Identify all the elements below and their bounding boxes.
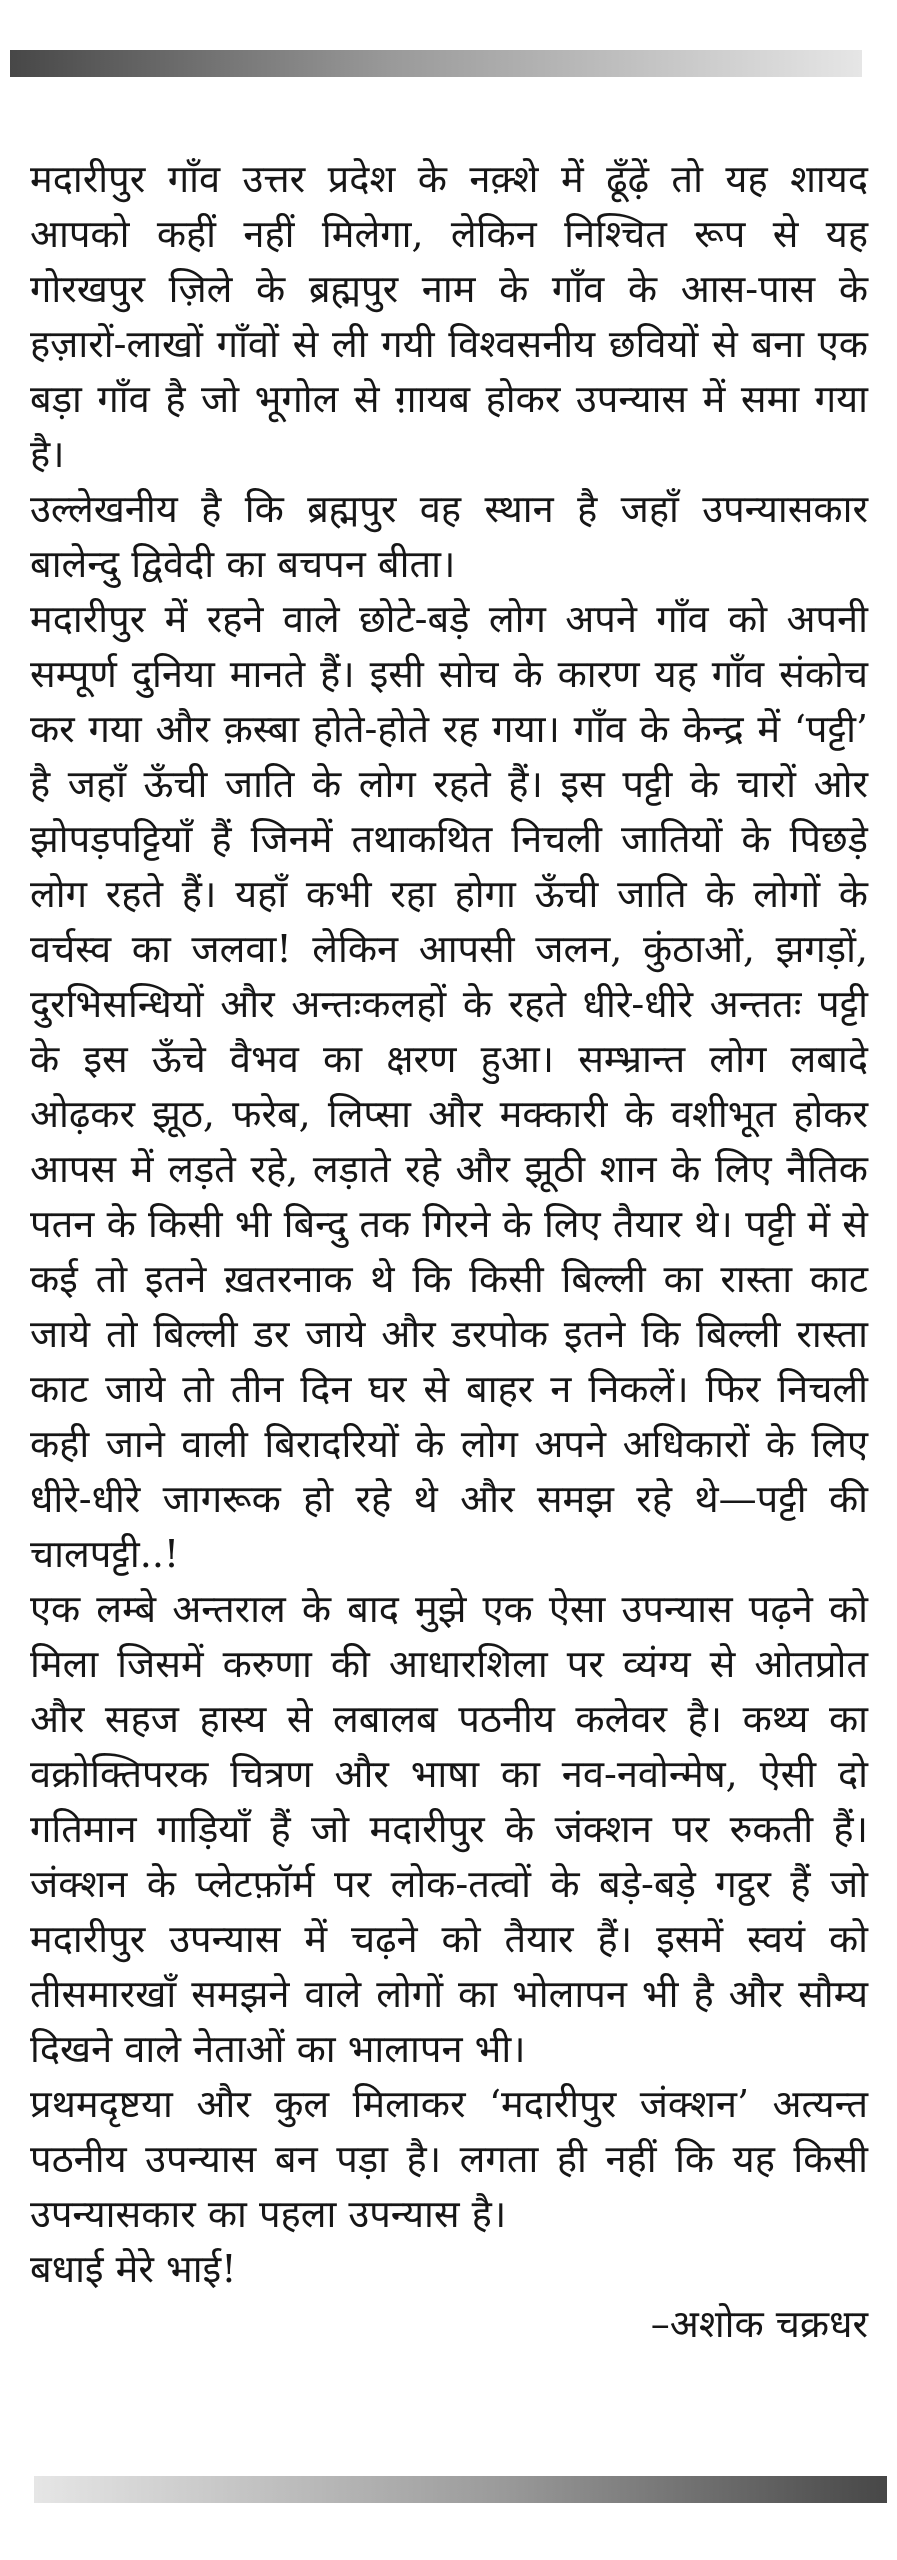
- paragraph-brahmpur-note: उल्लेखनीय है कि ब्रह्मपुर वह स्थान है जहाँ उपन्यासकार बालेन्दु द्विवेदी का बचपन बीता।: [30, 487, 868, 586]
- paragraph-intro-village: मदारीपुर गाँव उत्तर प्रदेश के नक़्शे में ढूँढ़ें तो यह शायद आपको कहीं नहीं मिलेगा, लेकिन निश्चित रूप से यह गोरखपुर ज़िले के ब्रह्मपुर नाम के गाँव के आस-पास के हज़ारों-लाखों गाँवों से ली गयी विश्वसनीय छवियों से बना एक बड़ा गाँव है जो भूगोल से ग़ायब होकर उपन्यास में समा गया है।: [30, 157, 868, 476]
- bottom-decorative-bar: [34, 2476, 887, 2503]
- paragraph-congratulation: बधाई मेरे भाई!: [30, 2247, 237, 2291]
- body-text: [30, 152, 868, 2352]
- paragraph-patti-description: मदारीपुर में रहने वाले छोटे-बड़े लोग अपने गाँव को अपनी सम्पूर्ण दुनिया मानते हैं। इसी सोच के कारण यह गाँव संकोच कर गया और क़स्बा होते-होते रह गया। गाँव के केन्द्र में ‘पट्टी’ है जहाँ ऊँची जाति के लोग रहते हैं। इस पट्टी के चारों ओर झोपड़पट्टियाँ हैं जिनमें तथाकथित निचली जातियों के पिछड़े लोग रहते हैं। यहाँ कभी रहा होगा ऊँची जाति के लोगों के वर्चस्व का जलवा! लेकिन आपसी जलन, कुंठाओं, झगड़ों, दुरभिसन्धियों और अन्तःकलहों के रहते धीरे-धीरे अन्ततः पट्टी के इस ऊँचे वैभव का क्षरण हुआ। सम्भ्रान्त लोग लबादे ओढ़कर झूठ, फरेब, लिप्सा और मक्कारी के वशीभूत होकर आपस में लड़ते रहे, लड़ाते रहे और झूठी शान के लिए नैतिक पतन के किसी भी बिन्दु तक गिरने के लिए तैयार थे। पट्टी में से कई तो इतने ख़तरनाक थे कि किसी बिल्ली का रास्ता काट जाये तो बिल्ली डर जाये और डरपोक इतने कि बिल्ली रास्ता काट जाये तो तीन दिन घर से बाहर न निकलें। फिर निचली कही जाने वाली बिरादरियों के लोग अपने अधिकारों के लिए धीरे-धीरे जागरूक हो रहे थे और समझ रहे थे—पट्टी की चालपट्टी..!: [30, 597, 868, 1576]
- paragraph-conclusion: प्रथमदृष्टया और कुल मिलाकर ‘मदारीपुर जंक्शन’ अत्यन्त पठनीय उपन्यास बन पड़ा है। लगता ही नहीं कि यह किसी उपन्यासकार का पहला उपन्यास है।: [30, 2082, 868, 2236]
- paragraph-novel-praise: एक लम्बे अन्तराल के बाद मुझे एक ऐसा उपन्यास पढ़ने को मिला जिसमें करुणा की आधारशिला पर व्यंग्य से ओतप्रोत और सहज हास्य से लबालब पठनीय कलेवर है। कथ्य का वक्रोक्तिपरक चित्रण और भाषा का नव-नवोन्मेष, ऐसी दो गतिमान गाड़ियाँ हैं जो मदारीपुर के जंक्शन पर रुकती हैं। जंक्शन के प्लेटफ़ॉर्म पर लोक-तत्वों के बड़े-बड़े गट्ठर हैं जो मदारीपुर उपन्यास में चढ़ने को तैयार हैं। इसमें स्वयं को तीसमारखाँ समझने वाले लोगों का भोलापन भी है और सौम्य दिखने वाले नेताओं का भालापन भी।: [30, 1587, 868, 2071]
- author-signature: –अशोक चक्रधर: [650, 2302, 868, 2346]
- top-decorative-bar: [10, 50, 862, 77]
